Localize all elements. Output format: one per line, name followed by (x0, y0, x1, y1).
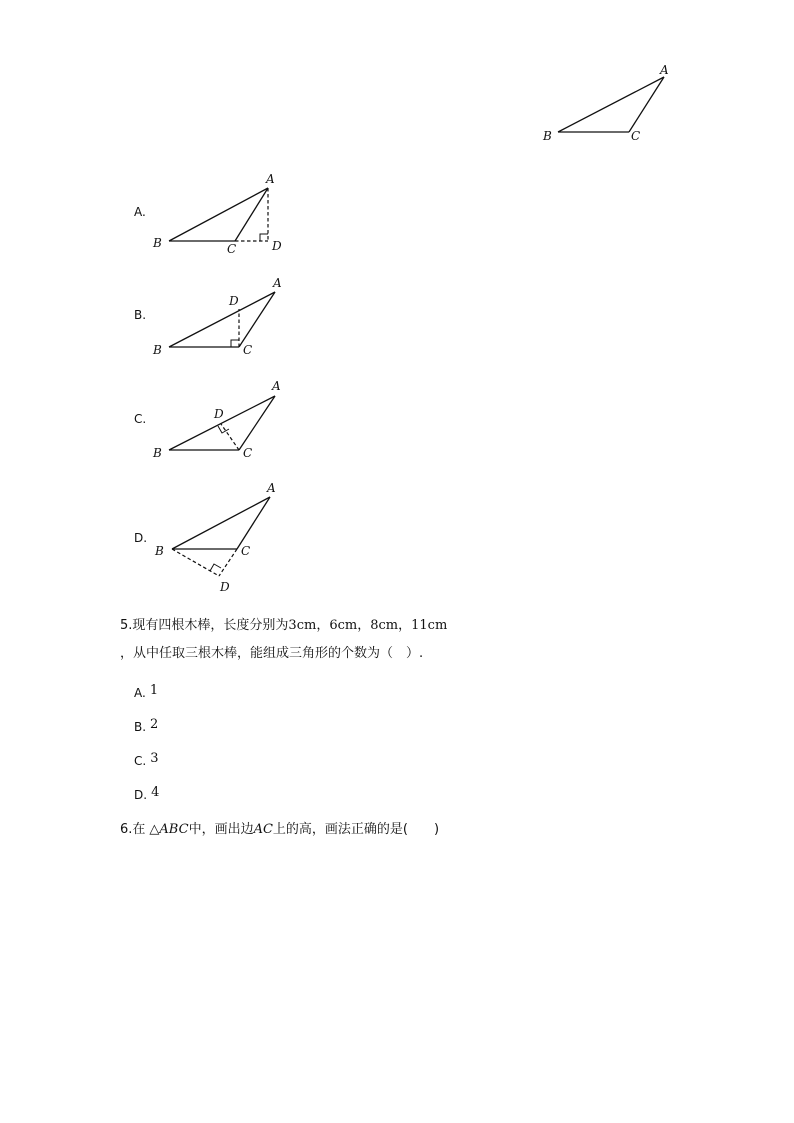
segment-ca (239, 292, 275, 347)
question-5-line-1 (120, 614, 447, 633)
option-d-figure[interactable] (148, 478, 293, 596)
option-a-figure[interactable] (148, 170, 293, 258)
q5-choice-a[interactable] (134, 683, 159, 701)
option-a-letter[interactable]: A. (134, 205, 146, 219)
vertex-label-c: C (243, 343, 253, 357)
question-6-line (120, 818, 439, 837)
length-4: 11cm (411, 618, 448, 633)
vertex-label-a: A (273, 276, 282, 290)
q5-choice-c-letter: C. (134, 754, 147, 768)
vertex-label-d: D (214, 407, 224, 421)
vertex-label-c: C (227, 242, 237, 256)
right-angle-mark (231, 340, 239, 347)
length-3: 8cm (370, 618, 399, 633)
vertex-label-c: C (241, 544, 251, 558)
q5-choice-c-value: 3 (150, 751, 159, 766)
right-angle-mark (218, 426, 229, 433)
question-5-line-2: ，从中任取三根木棒，能组成三角形的个数为（ ）. (120, 646, 424, 661)
segment-ca (237, 497, 270, 549)
vertex-label-a: A (272, 379, 281, 393)
vertex-label-b: B (153, 343, 162, 357)
segment-ca (239, 396, 275, 450)
question-5-number: 5. (120, 618, 133, 633)
vertex-label-a: A (267, 481, 276, 495)
side-name: AC (253, 822, 273, 837)
segment-ab (558, 77, 664, 132)
right-angle-mark (260, 234, 268, 241)
vertex-label-d: D (229, 294, 239, 308)
altitude-cd (221, 424, 239, 450)
option-c-figure[interactable] (148, 376, 293, 464)
separator-1: ， (316, 618, 330, 633)
segment-ab (169, 188, 268, 241)
question-6-number: 6. (120, 822, 133, 837)
vertex-label-c: C (631, 129, 641, 143)
segment-ab (169, 396, 275, 450)
vertex-label-d: D (272, 239, 282, 253)
right-angle-mark (210, 564, 221, 571)
segment-ab (169, 292, 275, 347)
q5-choice-d-letter: D. (134, 788, 148, 802)
q5-choice-c[interactable] (134, 751, 159, 769)
vertex-label-a: A (660, 63, 669, 77)
q5-choice-d[interactable] (134, 785, 160, 803)
option-b-figure[interactable] (148, 272, 293, 360)
question-6-text-mid: 中，画出边 (188, 822, 254, 837)
vertex-label-d: D (220, 580, 230, 594)
question-5-text-part1: 现有四根木棒，长度分别为 (132, 618, 289, 633)
q5-choice-d-value: 4 (151, 785, 160, 800)
length-1: 3cm (288, 618, 317, 633)
perpendicular-bd (172, 549, 219, 576)
vertex-label-a: A (266, 172, 275, 186)
segment-ca (629, 77, 664, 132)
vertex-label-b: B (155, 544, 164, 558)
length-2: 6cm (329, 618, 358, 633)
triangle-name: ABC (159, 822, 189, 837)
q5-choice-a-value: 1 (149, 683, 159, 698)
segment-ab (172, 497, 270, 549)
vertex-label-b: B (153, 236, 162, 250)
question-6-text-before: 在 (132, 822, 146, 837)
option-d-letter[interactable]: D. (134, 531, 148, 545)
option-c-letter[interactable]: C. (134, 412, 147, 426)
q5-choice-b-letter: B. (134, 720, 147, 734)
separator-3: ， (398, 618, 412, 633)
separator-2: ， (357, 618, 371, 633)
q5-choice-a-letter: A. (134, 686, 146, 700)
q5-choice-b-value: 2 (150, 717, 159, 732)
extension-cd (219, 549, 237, 576)
q5-choice-b[interactable] (134, 717, 159, 735)
reference-triangle-figure (530, 58, 680, 150)
vertex-label-b: B (543, 129, 552, 143)
segment-ca (235, 188, 268, 241)
option-b-letter[interactable]: B. (134, 308, 147, 322)
vertex-label-b: B (153, 446, 162, 460)
triangle-symbol: △ (149, 822, 160, 837)
vertex-label-c: C (243, 446, 253, 460)
question-6-text-after: 上的高，画法正确的是( ) (272, 822, 440, 837)
